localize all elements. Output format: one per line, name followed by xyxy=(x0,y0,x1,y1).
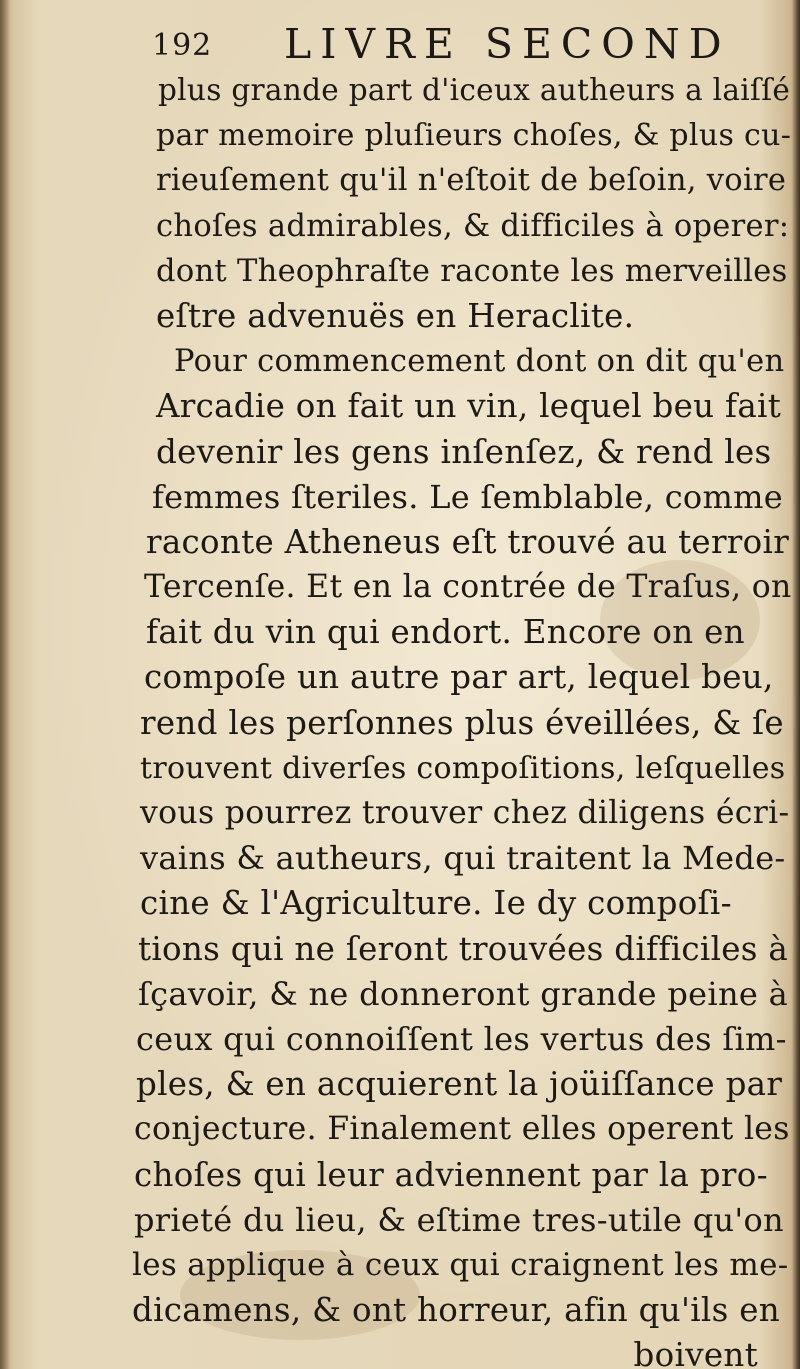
text-line: par memoire pluſieurs choſes, & plus cu- xyxy=(156,118,792,154)
text-line: ſçavoir, & ne donneront grande peine à xyxy=(138,974,788,1013)
text-line: fait du vin qui endort. Encore on en xyxy=(146,613,745,652)
text-line: vous pourrez trouver chez diligens écri- xyxy=(140,795,790,831)
text-line: Pour commencement dont on dit qu'en xyxy=(174,344,785,380)
text-line: prieté du lieu, & eſtime tres-utile qu'on xyxy=(134,1200,784,1239)
text-line: choſes qui leur adviennent par la pro- xyxy=(134,1155,768,1194)
text-line: raconte Atheneus eſt trouvé au terroir xyxy=(146,522,790,561)
text-line: trouvent diverſes compoſitions, leſquelles xyxy=(140,750,786,786)
text-line: cine & l'Agriculture. Ie dy compoſi- xyxy=(140,884,732,923)
text-line: dont Theophraſte raconte les merveilles xyxy=(156,253,788,289)
text-line: conjecture. Finalement elles operent les xyxy=(134,1111,790,1148)
text-line: rieuſement qu'il n'eſtoit de beſoin, voire xyxy=(156,163,787,199)
text-line: les applique à ceux qui craignent les me- xyxy=(132,1246,789,1283)
text-line: dicamens, & ont horreur, afin qu'ils en xyxy=(132,1291,781,1330)
text-line: Arcadie on fait un vin, lequel beu fait xyxy=(156,387,782,426)
running-head: LIVRE SECOND xyxy=(284,20,731,68)
body-text xyxy=(130,68,792,1369)
text-line: compoſe un autre par art, lequel beu, xyxy=(144,658,774,697)
text-line: ples, & en acquierent la joüiſſance par xyxy=(136,1065,783,1104)
text-line: devenir les gens inſenſez, & rend les xyxy=(156,432,772,471)
catchword: boivent xyxy=(633,1336,758,1369)
text-line: femmes ſteriles. Le ſemblable, comme xyxy=(152,477,784,516)
gutter-shadow xyxy=(0,0,10,1369)
text-line: rend les perſonnes plus éveillées, & ſe xyxy=(140,703,784,742)
text-line: tions qui ne ſeront trouvées difficiles à xyxy=(138,929,789,968)
text-line: ceux qui connoiſſent les vertus des ſim- xyxy=(136,1019,787,1058)
text-line: Tercenſe. Et en la contrée de Traſus, on xyxy=(144,569,792,606)
page-edge-shadow xyxy=(792,0,800,1369)
text-line: eſtre advenuës en Heraclite. xyxy=(156,296,635,335)
page-number: 192 xyxy=(152,28,213,63)
text-line: plus grande part d'iceux autheurs a laiſſé xyxy=(158,73,791,107)
page-header xyxy=(152,18,752,70)
text-line: vains & autheurs, qui traitent la Mede- xyxy=(140,839,786,878)
text-line: choſes admirables, & difficiles à operer: xyxy=(156,208,790,244)
